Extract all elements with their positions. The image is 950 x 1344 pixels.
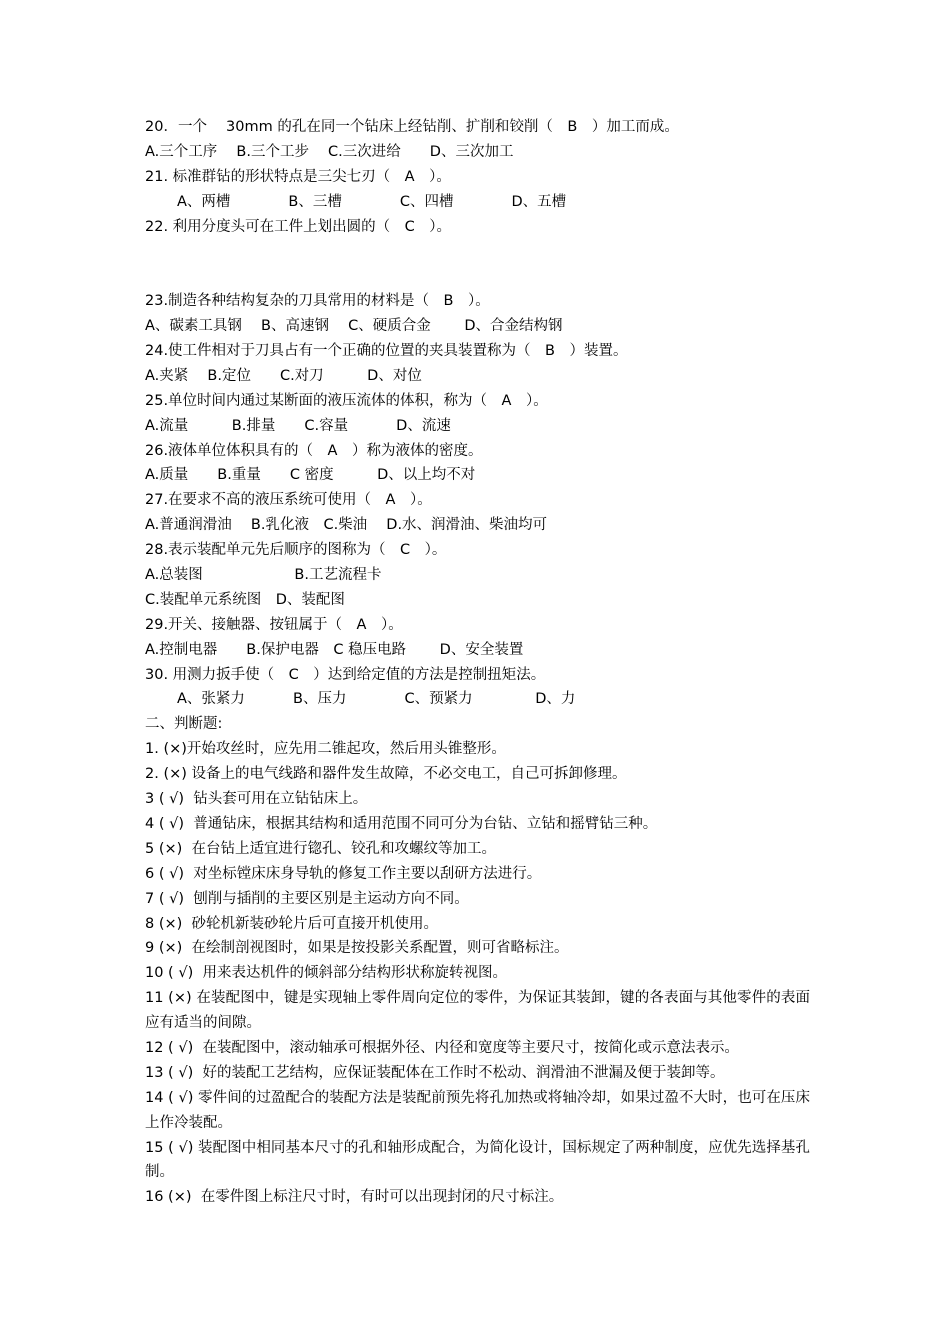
options-30: A、张紧力 B、压力 C、预紧力 D、力 xyxy=(177,691,576,708)
options-28-row1: A.总装图 B.工艺流程卡 xyxy=(145,567,382,584)
question-26: 26.液体单位体积具有的（ A ）称为液体的密度。 xyxy=(145,442,483,459)
options-24: A.夹紧 B.定位 C.对刀 D、对位 xyxy=(145,367,422,384)
question-24: 24.使工件相对于刀具占有一个正确的位置的夹具装置称为（ B ）装置。 xyxy=(145,343,628,360)
question-21: 21. 标准群钻的形状特点是三尖七刃（ A ）。 xyxy=(145,168,451,185)
judgment-11: 11 (×) 在装配图中，键是实现轴上零件周向定位的零件，为保证其装卸，键的各表面与其他零件的表面应有适当的间隙。 xyxy=(145,990,810,1032)
question-23: 23.制造各种结构复杂的刀具常用的材料是（ B ）。 xyxy=(145,293,490,310)
judgment-12: 12 ( √) 在装配图中，滚动轴承可根据外径、内径和宽度等主要尺寸，按简化或示意法表示。 xyxy=(145,1039,739,1056)
judgment-5: 5 (×) 在台钻上适宜进行锪孔、铰孔和攻螺纹等加工。 xyxy=(145,840,497,857)
options-25: A.流量 B.排量 C.容量 D、流速 xyxy=(145,417,451,434)
judgment-7: 7 ( √) 刨削与插削的主要区别是主运动方向不同。 xyxy=(145,890,469,907)
options-23: A、碳素工具钢 B、高速钢 C、硬质合金 D、合金结构钢 xyxy=(145,318,563,335)
options-20: A.三个工序 B.三个工步 C.三次进给 D、三次加工 xyxy=(145,143,514,160)
judgment-14: 14 ( √) 零件间的过盈配合的装配方法是装配前预先将孔加热或将轴冷却，如果过盈不大时，也可在压床上作冷装配。 xyxy=(145,1089,810,1131)
judgment-6: 6 ( √) 对坐标镗床床身导轨的修复工作主要以刮研方法进行。 xyxy=(145,865,542,882)
options-22-row2 xyxy=(145,264,810,289)
judgment-16: 16 (×) 在零件图上标注尺寸时，有时可以出现封闭的尺寸标注。 xyxy=(145,1189,564,1206)
judgment-15: 15 ( √) 装配图中相同基本尺寸的孔和轴形成配合，为简化设计，国标规定了两种制度，应优先选择基孔制。 xyxy=(145,1139,810,1181)
question-20: 20．一个 30mm 的孔在同一个钻床上经钻削、扩削和铰削（ B ）加工而成。 xyxy=(145,119,679,135)
options-22-row1 xyxy=(145,239,810,264)
judgment-3: 3 ( √) 钻头套可用在立钻钻床上。 xyxy=(145,791,368,808)
question-30: 30. 用测力扳手使（ C ）达到给定值的方法是控制扭矩法。 xyxy=(145,666,546,683)
judgment-1: 1. (×)开始攻丝时，应先用二锥起攻，然后用头锥整形。 xyxy=(145,741,506,758)
question-22: 22. 利用分度头可在工件上划出圆的（ C ）。 xyxy=(145,218,452,235)
options-28-row2: C.装配单元系统图 D、装配图 xyxy=(145,591,345,608)
judgment-2: 2. (×) 设备上的电气线路和器件发生故障，不必交电工，自己可拆卸修理。 xyxy=(145,766,627,783)
judgment-10: 10 ( √) 用来表达机件的倾斜部分结构形状称旋转视图。 xyxy=(145,965,507,982)
judgment-8: 8 (×) 砂轮机新装砂轮片后可直接开机使用。 xyxy=(145,915,439,932)
options-29: A.控制电器 B.保护电器 C 稳压电路 D、安全装置 xyxy=(145,641,524,658)
section-2-title: 二、判断题: xyxy=(145,716,223,733)
options-21: A、两槽 B、三槽 C、四槽 D、五槽 xyxy=(177,193,567,210)
question-29: 29.开关、接触器、按钮属于（ A ）。 xyxy=(145,616,403,633)
options-27: A.普通润滑油 B.乳化液 C.柴油 D.水、润滑油、柴油均可 xyxy=(145,517,548,534)
judgment-13: 13 ( √) 好的装配工艺结构，应保证装配体在工作时不松动、润滑油不泄漏及便于装卸等。 xyxy=(145,1064,725,1081)
options-26: A.质量 B.重量 C 密度 D、以上均不对 xyxy=(145,467,476,484)
judgment-4: 4 ( √) 普通钻床，根据其结构和适用范围不同可分为台钻、立钻和摇臂钻三种。 xyxy=(145,815,658,832)
judgment-9: 9 (×) 在绘制剖视图时，如果是按投影关系配置，则可省略标注。 xyxy=(145,940,569,957)
question-28: 28.表示装配单元先后顺序的图称为（ C ）。 xyxy=(145,542,447,559)
question-25: 25.单位时间内通过某断面的液压流体的体积，称为（ A ）。 xyxy=(145,392,548,409)
question-27: 27.在要求不高的液压系统可使用（ A ）。 xyxy=(145,492,432,509)
document-body xyxy=(145,115,810,1210)
